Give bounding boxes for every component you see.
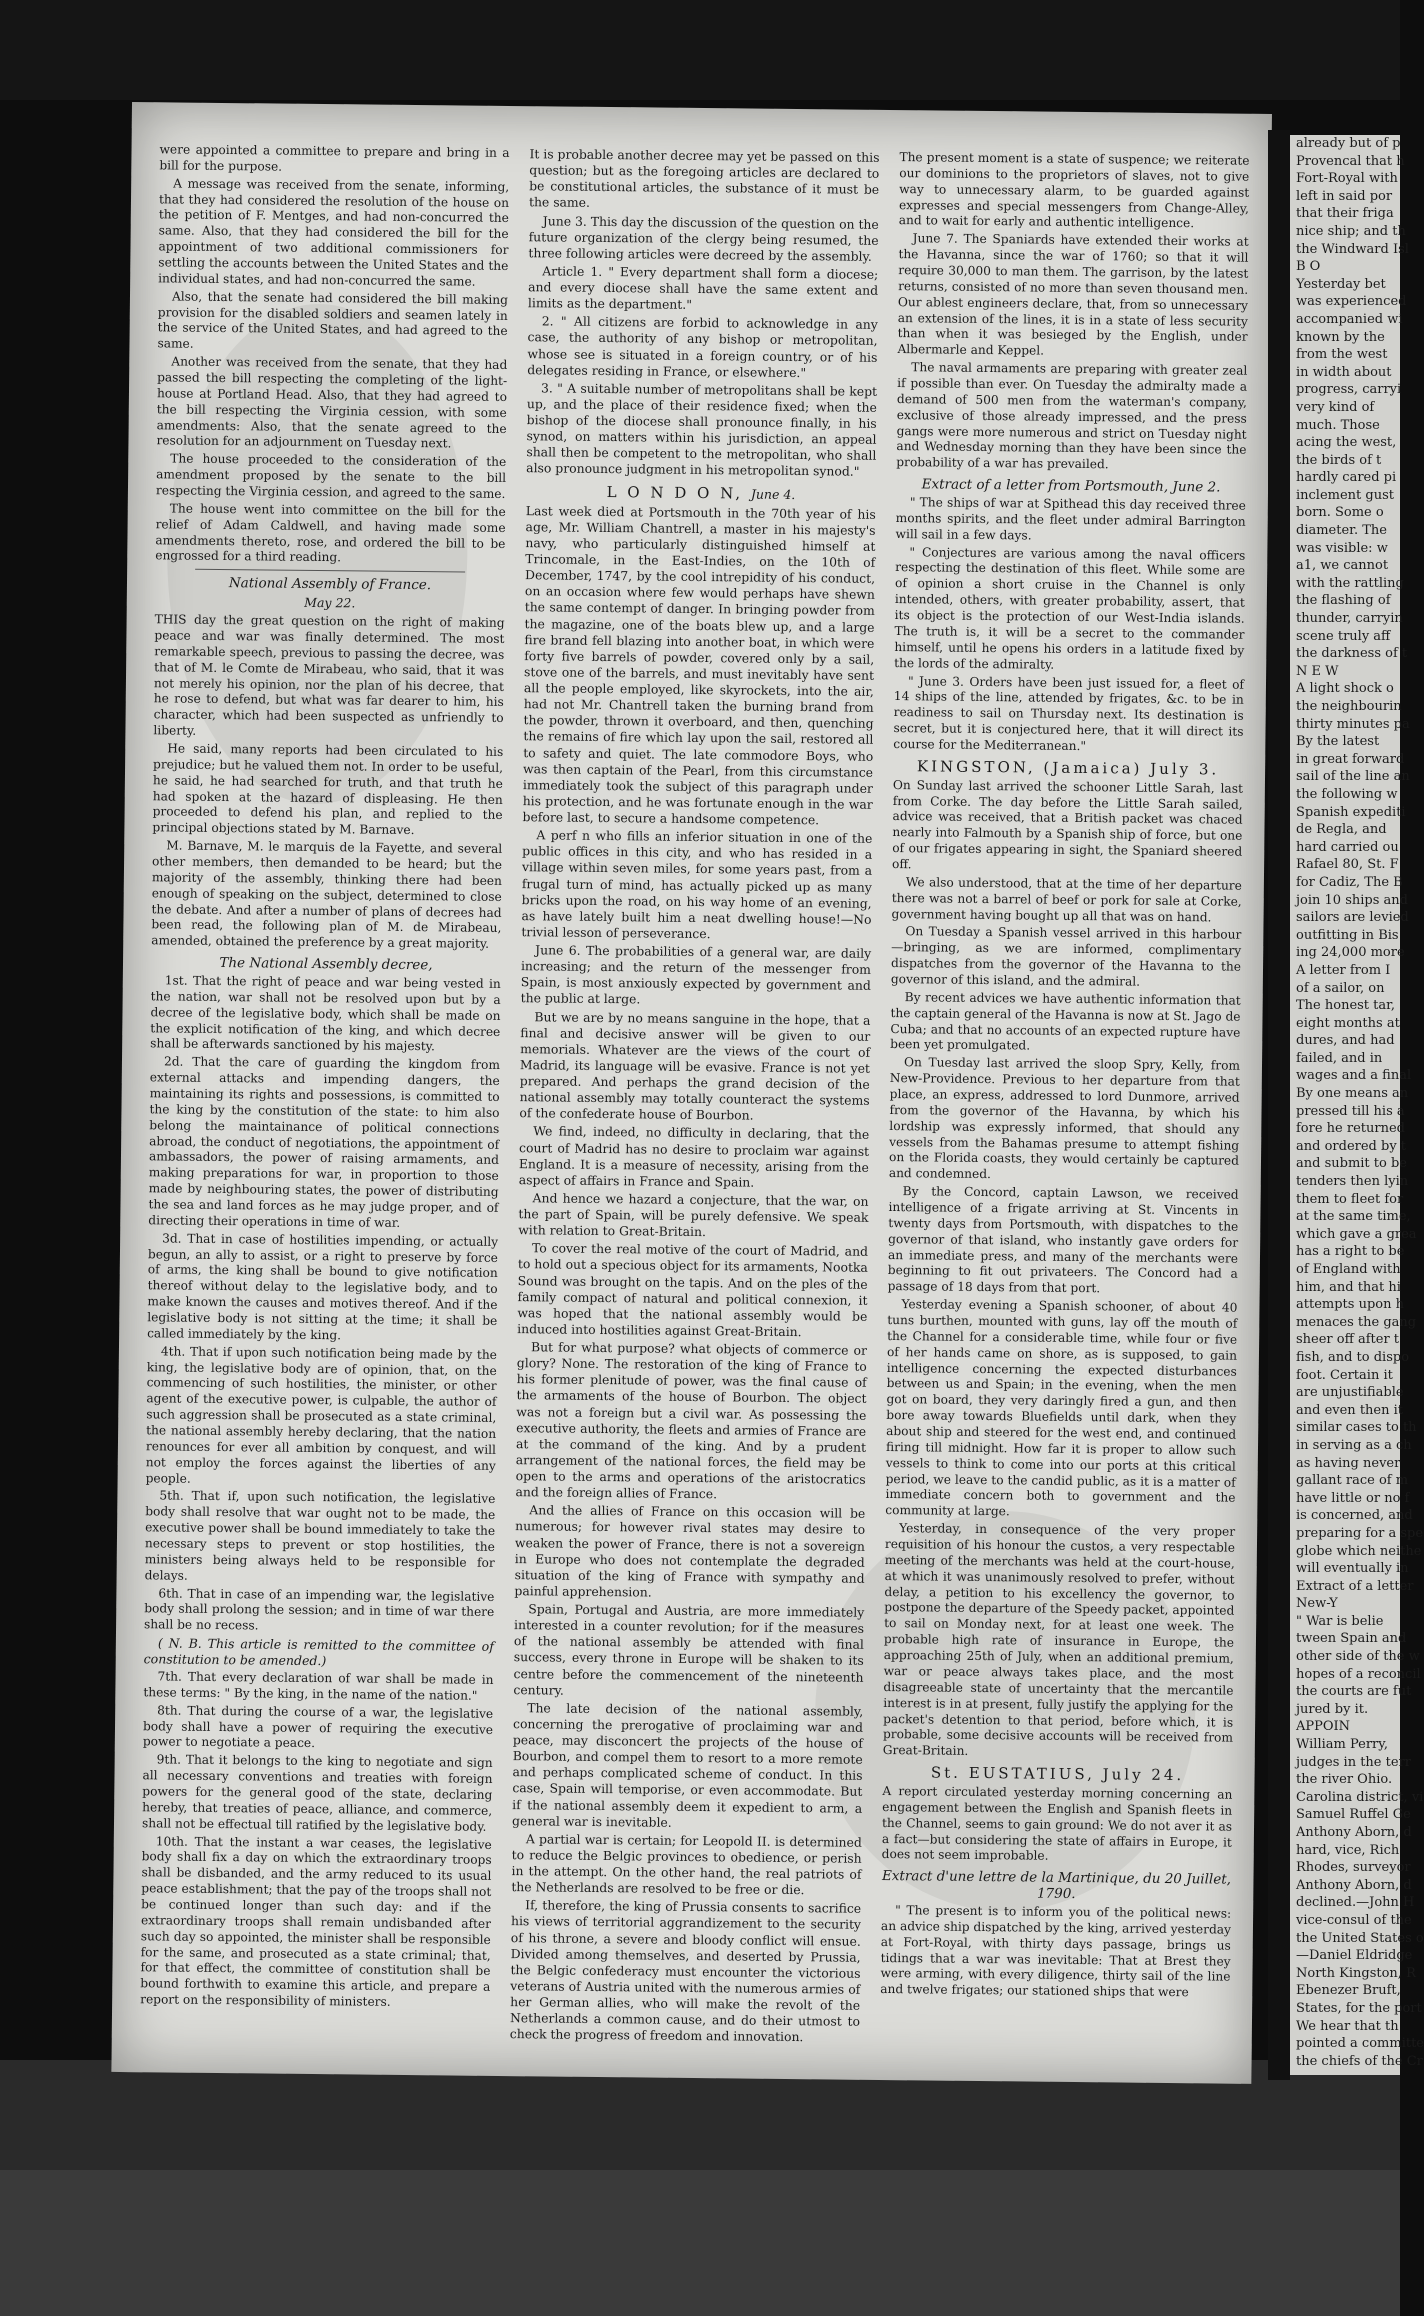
section-date: June 4.	[750, 486, 796, 502]
fragment-line: A light shock o	[1296, 681, 1394, 697]
fragment-line: By the latest	[1296, 734, 1380, 750]
fragment-line: sailors are levied	[1296, 910, 1409, 926]
article: 10th. That the instant a war ceases, the legislative body shall fix a day on which the extraordinary troops shall be disbanded, and the army reduced to its usual peace establishment; that the pay of the troops shall not be continued longer than such day: and if the extraordinary troops shall remain undisbanded after such day so appointed, the minister shall be responsible for the same, and prosecuted as a state criminal; that, for that effect, the committee of constitution shall be bound forthwith to examine this article, and prepare a report on the responsibility of ministers.	[140, 1833, 492, 2009]
paragraph: By recent advices we have authentic information that the captain general of the Havanna is now at St. Jago de Cuba; and that no accounts of an expected rupture have been yet promulgated.	[890, 989, 1241, 1053]
fragment-line: pointed a committe	[1296, 2036, 1424, 2052]
fragment-line: him, and that hi	[1296, 1279, 1401, 1295]
fragment-line: dures, and had	[1296, 1033, 1395, 1049]
paragraph: The late decision of the national assembly, concerning the prerogative of proclaiming war and peace, may disconcert the projects of the house of Bourbon, and compel them to resort to a more remote and perhaps complicated scheme of conduct. In this case, Spain will temporise, or even accommodate. But if the national assembly deem it expedient to arm, a general war is inevitable.	[511, 1700, 864, 1830]
fragment-line: was experienced	[1296, 294, 1407, 310]
fragment-line: Ebenezer Bruft,	[1296, 1983, 1401, 1999]
fragment-line: much. Those	[1296, 417, 1380, 433]
fragment-line: failed, and in	[1296, 1050, 1383, 1066]
paragraph: Last week died at Portsmouth in the 70th year of his age, Mr. William Chantrell, a master in his majesty's navy, who particularly distinguished himself at Trincomale, in the East-Indies, on the 10th of December, 1747, by the cool intrepidity of his conduct, on an occasion where few would perhaps have shewn the same contempt of danger. In bringing powder from the magazine, one of the boats blew up, and a large fire brand fell blazing into another boat, in which were forty five barrels of powder, covered only by a sail, stove one of the barrels, and must inevitably have sent all the people employed, like skyrockets, into the air, had not Mr. Chantrell taken the burning brand from the powder, thrown it overboard, and then, quenching the remains of fire which lay upon the sail, restored all to safety and quiet. The late commodore Boys, who was then captain of the Pearl, from this circumstance immediately took the subject of this paragraph under his protection, and he was fortunate enough in the war before last, to secure a handsome competence.	[522, 502, 876, 828]
section-heading-london	[526, 483, 876, 504]
fragment-line: nice ship; and th	[1296, 223, 1406, 239]
paragraph: The present moment is a state of suspence; we reiterate our dominions to the proprietors of slaves, not to give way to unnecessary alarm, to be guarded against expresses and special messengers from Change-Alley, and to wait for early and authentic intelligence.	[898, 150, 1250, 231]
extract-heading: Extract of a letter from Portsmouth, June 2.	[921, 476, 1221, 496]
column-3	[880, 150, 1249, 2004]
editor-note: ( N. B. This article is remitted to the committee of constitution to be amended.)	[143, 1635, 494, 1669]
fragment-line: sail of the line an	[1296, 769, 1410, 785]
fragment-line: ing 24,000 more	[1296, 945, 1405, 961]
fragment-line: has a right to be	[1296, 1244, 1405, 1260]
section-heading: National Assembly of France.	[228, 575, 432, 594]
fragment-line: pressed till his a	[1296, 1103, 1405, 1119]
article: 2d. That the care of guarding the kingdom from external attacks and impending dangers, the maintaining its rights and possessions, is committed to the king by the constitution of the state: to him also belong the maintainance of political connections abroad, the conduct of negotiations, the appointment of ambassadors, the power of raising armaments, and making preparations for war, in proportion to those made by neighbouring states, the power of distributing the sea and land forces as he may judge proper, and of directing their operations in time of war.	[148, 1054, 501, 1230]
fragment-line: the flashing of	[1296, 593, 1391, 609]
fragment-line: the darkness of t	[1296, 646, 1408, 662]
fragment-line: in width about	[1296, 364, 1392, 380]
fragment-line: very kind of	[1296, 399, 1375, 415]
fragment-line: judges in the terr	[1296, 1754, 1411, 1770]
adjacent-page-text	[1290, 135, 1424, 2070]
fragment-line: B O	[1296, 259, 1321, 275]
fragment-line: are unjustifiable	[1296, 1385, 1404, 1401]
fragment-line: the United States o	[1296, 1930, 1424, 1946]
fragment-line: eight months at	[1296, 1015, 1400, 1031]
fragment-line: and even then it	[1296, 1402, 1403, 1418]
fragment-line: N E W	[1296, 663, 1339, 679]
fragment-line: as having never	[1296, 1455, 1401, 1471]
paragraph: It is probable another decree may yet be passed on this question; but as the foregoing articles are declared to be constitutional articles, the substance of it must be the same.	[528, 146, 880, 211]
decree-heading: The National Assembly decree,	[219, 955, 433, 974]
fragment-line: in serving as a ch	[1296, 1437, 1412, 1453]
fragment-line: the Windward Isl	[1296, 241, 1409, 257]
fragment-line: attempts upon h	[1296, 1297, 1404, 1313]
extract-heading: Extract d'une lettre de la Martinique, du 20 Juillet, 1790.	[881, 1868, 1232, 1903]
paragraph: A partial war is certain; for Leopold II. is determined to reduce the Belgic provinces to obedience, or perish in the attempt. On the other hand, the real patriots of the Netherlands are resolved to be free or die.	[511, 1831, 862, 1898]
fragment-line: in great forward	[1296, 751, 1405, 767]
paragraph: June 6. The probabilities of a general war, are daily increasing; and the return of the messenger from Spain, is most anxiously expected by government and the public at large.	[520, 942, 872, 1007]
paragraph: On Tuesday a Spanish vessel arrived in this harbour —bringing, as we are informed, complimentary dispatches from the governor of the Havanna to the governor of this island, and the admiral.	[890, 924, 1242, 989]
fragment-line: Extract of a letter	[1296, 1578, 1414, 1594]
fragment-line: Fort-Royal with	[1296, 171, 1398, 187]
adjacent-page-fragment	[1290, 135, 1424, 2075]
paragraph: Another was received from the senate, that they had passed the bill respecting the completing of the light-house at Portland Head. Also, that they had agreed to the bill respecting the Virginia cession, with some amendments: Also, that the senate agreed to the resolution for an adjournment on Tuesday next.	[156, 354, 508, 451]
fragment-line: tenders then lyin	[1296, 1174, 1409, 1190]
paragraph: Article 1. " Every department shall form a diocese; and every diocese shall have the same extent and limits as the department."	[527, 263, 879, 313]
fragment-line: for Cadiz, The B	[1296, 874, 1403, 890]
paragraph: June 3. This day the discussion of the question on the future organization of the clergy being resumed, the three following articles were decreed by the assembly.	[528, 212, 879, 264]
article: 7th. That every declaration of war shall be made in these terms: " By the king, in the name of the nation."	[143, 1669, 494, 1703]
fragment-line: the courts are fut	[1296, 1684, 1412, 1700]
fragment-line: scene truly aff	[1296, 628, 1391, 644]
fragment-line: Rhodes, surveyor	[1296, 1860, 1411, 1876]
article: 6th. That in case of an impending war, the legislative body shall prolong the session; and in time of war there shall be no recess.	[144, 1586, 495, 1633]
paragraph: 2. " All citizens are forbid to acknowledge in any case, the authority of any bishop or metropolitan, whose see is situated in a foreign country, or of his delegates residing in France, or elsewhere."	[527, 313, 878, 380]
paragraph: Spain, Portugal and Austria, are more immediately interested in a counter revolution; for if the measures of the national assembly be attended with final success, every throne in Europe will be shaken to its centre before the commencement of the nineteenth century.	[513, 1601, 865, 1698]
fragment-line: North Kingston, R	[1296, 1965, 1416, 1981]
fragment-line: which gave a grea	[1296, 1226, 1417, 1242]
fragment-line: the neighbourin	[1296, 699, 1402, 714]
column-2	[510, 146, 880, 2048]
fragment-line: thunder, carryin	[1296, 611, 1403, 627]
film-bottom-edge	[0, 2170, 1400, 2316]
fragment-line: at the same time,	[1296, 1209, 1411, 1225]
fragment-line: and ordered by t	[1296, 1138, 1407, 1154]
fragment-line: de Regla, and	[1296, 822, 1387, 838]
fragment-line: is concerned, and	[1296, 1508, 1413, 1524]
fragment-line: The honest tar,	[1296, 998, 1396, 1014]
fragment-line: and submit to be	[1296, 1156, 1407, 1172]
fragment-line: diameter. The	[1296, 523, 1387, 539]
fragment-line: gallant race of m	[1296, 1473, 1409, 1489]
section-heading-eustatius: St. EUSTATIUS, July 24.	[930, 1763, 1185, 1785]
fragment-line: Carolina district, vi	[1296, 1789, 1424, 1805]
article: 1st. That the right of peace and war being vested in the nation, war shall not be resolved upon but by a decree of the legislative body, which shall be made on the explicit notification of the king, and which decree shall be afterwards sanctioned by his majesty.	[150, 973, 501, 1054]
fragment-line: accompanied wi	[1296, 311, 1403, 327]
paragraph: June 7. The Spaniards have extended their works at the Havanna, since the war of 1760; so that it will require 30,000 to man them. The garrison, by the latest returns, consisted of no more than seven thousand men. Our ablest engineers declare, that, from so unnecessary an extension of the lines, it is in a state of less security than when it was besieged by the English, under Albermarle and Keppel.	[897, 231, 1249, 358]
fragment-line: left in said por	[1296, 188, 1393, 204]
paragraph: But for what purpose? what objects of commerce or glory? None. The restoration of the king of France to his former plenitude of power, was the final cause of the armaments of the house of Bourbon. The object was not a foreign but a civil war. As possessing the executive authority, the fleets and armies of France are at the command of the king. And by a prudent arrangement of the national forces, the field may be open to the arms and operations of the aristocratics and the foreign allies of France.	[515, 1339, 868, 1502]
fragment-line: Yesterday bet	[1296, 276, 1386, 292]
paragraph: The house went into committee on the bill for the relief of Adam Caldwell, and having made some amendments thereto, rose, and ordered the bill to be engrossed for a third reading.	[155, 501, 506, 565]
fragment-line: thirty minutes pa	[1296, 716, 1410, 732]
paragraph: " The present is to inform you of the political news: an advice ship dispatched by the king, arrived yesterday at Fort-Royal, with thirty days passage, brings us tidings that a war was inevitable: That at Brest they were arming, with every diligence, thirty sail of the line and twelve frigates; our stationed ships that were	[880, 1903, 1232, 2000]
fragment-line: fish, and to dispo	[1296, 1349, 1410, 1365]
fragment-line: similar cases to th	[1296, 1420, 1417, 1436]
fragment-line: wages and a final	[1296, 1068, 1412, 1084]
fragment-line: foot. Certain it	[1296, 1367, 1393, 1383]
article: 8th. That during the course of a war, the legislative body shall have a power of requiring the executive power to negotiate a peace.	[142, 1703, 494, 1751]
paragraph: Yesterday evening a Spanish schooner, of about 40 tuns burthen, mounted with guns, lay off the mouth of the Channel for a considerable time, while four or five of her hands came on shore, as is supposed, to gain intelligence concerning the expected disturbances between us and Spain; in the evening, when the men got on board, they very daringly fired a gun, and then bore away towards Bluefields until dark, when they about ship and steered for the west end, and continued firing till midnight. How far it is proper to allow such vessels to think to come into our ports at this critical period, we leave to the candid public, as it is a matter of immediate concern both to government and the community at large.	[885, 1297, 1238, 1519]
fragment-line: jured by it.	[1296, 1701, 1369, 1717]
fragment-line: with the rattling	[1296, 575, 1404, 591]
fragment-line: " War is belie	[1296, 1613, 1384, 1629]
paragraph: And the allies of France on this occasion will be numerous; for however rival states may desire to weaken the power of France, there is not a sovereign in Europe who does not contemplate the degraded situation of the king of France with sympathy and painful apprehension.	[514, 1502, 866, 1600]
fragment-line: Provencal that h	[1296, 153, 1405, 169]
section-date: May 22.	[304, 595, 356, 611]
fragment-line: States, for the port	[1296, 2000, 1422, 2016]
article: 9th. That it belongs to the king to negotiate and sign all necessary conventions and treaties with foreign powers for the general good of the state, declaring hereby, that treaties of peace, alliance, and commerce, shall not be effectual till ratified by the legislative body.	[141, 1752, 493, 1834]
fragment-line: fore he returned	[1296, 1121, 1405, 1137]
fragment-line: preparing for a spe	[1296, 1525, 1424, 1541]
article: 3d. That in case of hostilities impending, or actually begun, an ally to assist, or a right to preserve by force of arms, the king shall be bound to give notification thereof without delay to the legislative body, and to make known the causes and motives thereof. And if the legislative body is not sitting at the time; it shall be called immediately by the king.	[147, 1231, 499, 1343]
paragraph: And hence we hazard a conjecture, that the war, on the part of Spain, will be purely defensive. We speak with relation to Great-Britain.	[518, 1190, 869, 1240]
paragraph: " Conjectures are various among the naval officers respecting the destination of this fleet. While some are of opinion a short cruise in the Channel is only intended, others, with greater probability, assert, that its object is the protection of our West-India islands. The truth is, it will be a secret to the commander himself, until he opens his orders in a latitude fixed by the lords of the admiralty.	[894, 544, 1246, 672]
paragraph: A message was received from the senate, informing, that they had considered the resolution of the house on the petition of F. Mentges, and had non-concurred the same. Also, that they had considered the bill for the appointment of two additional commissioners for settling the accounts between the United States and the individual states, and had non-concurred the same.	[158, 176, 510, 289]
fragment-line: By one means an	[1296, 1086, 1409, 1102]
fragment-line: hard, vice, Rich	[1296, 1842, 1400, 1858]
fragment-line: menaces the gang	[1296, 1314, 1417, 1330]
fragment-line: hard carried ou	[1296, 839, 1399, 855]
paragraph: He said, many reports had been circulated to his prejudice; but he valued them not. In order to be useful, he said, he had searched for truth, and that truth he had spoken at the hazard of displeasing. He then proceeded to defend his plan, and replied to the principal objections stated by M. Barnave.	[152, 741, 504, 838]
article: 5th. That if, upon such notification, the legislative body shall resolve that war ought not to be made, the executive power shall be bound immediately to take the necessary steps to prevent or stop hostilities, the ministers being always held to be responsible for delays.	[144, 1488, 496, 1583]
fragment-line: other side of the w	[1296, 1649, 1420, 1665]
paragraph: The house proceeded to the consideration of the amendment proposed by the senate to the bill respecting the Virginia cession, and agreed to the same.	[155, 451, 507, 502]
fragment-line: acing the west,	[1296, 435, 1397, 451]
paragraph: were appointed a committee to prepare and bring in a bill for the purpose.	[159, 142, 510, 174]
fragment-line: join 10 ships and	[1296, 892, 1408, 908]
page-gutter	[1268, 130, 1290, 2080]
paragraph: On Tuesday last arrived the sloop Spry, Kelly, from New-Providence. Previous to her departure from that place, an express, addressed to lord Dunmore, arrived from the governor of the Havanna, by which his lordship was expressly informed, that should any vessels from the Bahamas presume to attempt fishing on the Florida coasts, they would certainly be captured and condemned.	[888, 1055, 1241, 1182]
fragment-line: already but of p	[1296, 136, 1401, 151]
article: 4th. That if upon such notification being made by the king, the legislative body are of opinion, that, on the commencing of such hostilities, the minister, or other agent of the executive power, is culpable, the author of such aggression shall be prosecuted as a state criminal, the national assembly hereby declaring, that the nation renounces for ever all ambition by conquest, and will not employ the forces against the liberties of any people.	[145, 1344, 498, 1486]
fragment-line: outfitting in Bis	[1296, 927, 1399, 943]
paragraph: Yesterday, in consequence of the very proper requisition of his honour the custos, a very respectable meeting of the merchants was held at the court-house, at which it was unanimously resolved to prefer, without delay, a petition to his excellency the governor, to postpone the departure of the Speedy packet, appointed to sail on Monday next, for at least one week. The probable high rate of insurance in Europe, the approaching 25th of July, when an additional premium, war or peace always takes place, and the most disagreeable state of uncertainty that the mercantile interest is in at present, fully justify the applying for the packet's detention to that period, before which, it is probable, some decisive accounts will be received from Great-Britain.	[882, 1521, 1236, 1759]
fragment-line: New-Y	[1296, 1596, 1338, 1612]
film-top-margin	[0, 0, 1400, 100]
fragment-line: sheer off after t	[1296, 1332, 1400, 1348]
fragment-line: progress, carryi	[1296, 382, 1402, 398]
heading-text: L O N D O N,	[606, 482, 744, 502]
fragment-line: Spanish expediti	[1296, 804, 1406, 820]
fragment-line: have little or no f	[1296, 1490, 1410, 1506]
fragment-line: We hear that th	[1296, 2018, 1399, 2034]
paragraph: We find, indeed, no difficulty in declaring, that the court of Madrid has no desire to proclaim war against England. It is a measure of necessity, arising from the aspect of affairs in France and Spain.	[518, 1123, 870, 1190]
fragment-line: that their friga	[1296, 206, 1394, 222]
paragraph: 3. " A suitable number of metropolitans shall be kept up, and the place of their residence fixed; when the bishop of the diocese shall pronounce finally, in his synod, on matters within his jurisdiction, an appeal shall then be competent to the metropolitan, who shall also pronounce judgment in his metropolitan synod."	[526, 380, 878, 480]
fragment-line: vice-consul of the	[1296, 1912, 1412, 1928]
fragment-line: them to fleet for	[1296, 1191, 1404, 1207]
fragment-line: Anthony Aborn, d	[1296, 1825, 1412, 1840]
fragment-line: from the west	[1296, 347, 1388, 363]
paragraph: A perf n who fills an inferior situation in one of the public offices in this city, and who has resided in a village within seven miles, for some years past, from a frugal turn of mind, has actually picked up as many bricks upon the road, on his way home of an evening, as have lately built him a neat dwelling house!—No trivial lesson of perseverance.	[521, 827, 873, 942]
paragraph: A report circulated yesterday morning concerning an engagement between the English and Spanish fleets in the Channel, seems to gain ground: We do not aver it as a fact—but considering the state of affairs in Europe, it does not seem improbable.	[881, 1783, 1233, 1864]
fragment-line: declined.—John H	[1296, 1895, 1415, 1911]
paragraph: THIS day the great question on the right of making peace and war was finally determined. The most remarkable speech, previous to passing the decree, was that of M. le Comte de Mirabeau, who said, that it was not merely his opinion, nor the plan of his decree, that he rose to defend, but what was far dearer to him, his character, which had been suspected as unfriendly to liberty.	[153, 612, 505, 738]
paragraph: " The ships of war at Spithead this day received three months spirits, and the fleet under admiral Barrington will sail in a few days.	[895, 495, 1246, 543]
fragment-line: tween Spain and	[1296, 1631, 1407, 1647]
fragment-line: known by the	[1296, 329, 1385, 345]
paragraph: Also, that the senate had considered the bill making provision for the disabled soldiers and seamen lately in the service of the United States, and had agreed to the same.	[157, 289, 509, 352]
fragment-line: inclement gust	[1296, 487, 1395, 503]
col1-intro	[155, 142, 509, 568]
fragment-line: was visible: w	[1296, 540, 1388, 556]
paragraph: We also understood, that at the time of her departure there was not a barrel of beef or pork for sale at Corke, government having bought up all that was on hand.	[891, 874, 1242, 924]
fragment-line: APPOIN	[1296, 1719, 1351, 1735]
paragraph: If, therefore, the king of Prussia consents to sacrifice his views of territorial aggrandizement to the security of his throne, a severe and bloody conflict will ensue. Divided among themselves, and deserted by Prussia, the Belgic confederacy must encounter the victorious veterans of Austria united with the numerous armies of her German allies, who will make the revolt of the Netherlands a common cause, and do their utmost to check the progress of freedom and innovation.	[509, 1897, 862, 2045]
paragraph: But we are by no means sanguine in the hope, that a final and decisive answer will be given to our memorials. Whatever are the views of the court of Madrid, its language will be evasive. France is not yet prepared. And perhaps the grand decision of the national assembly may totally counteract the systems of the confederate house of Bourbon.	[519, 1008, 871, 1123]
fragment-line: the following w	[1296, 786, 1398, 802]
paragraph: To cover the real motive of the court of Madrid, and to hold out a specious object for its armaments, Nootka Sound was brought on the tapis. And on the ples of the family compact of natural and political connexion, it was hoped that the national assembly would be induced into hostilities against Great-Britain.	[517, 1240, 869, 1339]
divider	[195, 569, 465, 573]
fragment-line: William Perry,	[1296, 1737, 1389, 1753]
paragraph: By the Concord, captain Lawson, we received intelligence of a frigate arriving at St. Vincents in twenty days from Portsmouth, with dispatches to the governor of that island, who instantly gave orders for an immediate press, and many of the merchants were beginning to fit out privateers. The Concord had a passage of 18 days from that port.	[887, 1184, 1239, 1296]
newspaper-page	[111, 102, 1272, 2084]
section-heading-kingston: KINGSTON, (Jamaica) July 3.	[916, 757, 1220, 779]
fragment-line: the river Ohio.	[1296, 1772, 1393, 1788]
fragment-line: A letter from I	[1296, 962, 1391, 978]
fragment-line: hopes of a reconcil	[1296, 1666, 1421, 1682]
fragment-line: Anthony Aborn, d	[1296, 1877, 1412, 1893]
paragraph: The naval armaments are preparing with greater zeal if possible than ever. On Tuesday the admiralty made a demand of 500 men from the waterman's company, exclusive of those already impressed, and the press gangs were more numerous and strict on Tuesday night and Wednesday morning than they have been since the probability of a war has prevailed.	[896, 360, 1248, 472]
fragment-line: globe which neithe	[1296, 1543, 1422, 1559]
fragment-line: —Daniel Eldridge	[1296, 1948, 1413, 1964]
paragraph: " June 3. Orders have been just issued for, a fleet of 14 ships of the line, attended by frigates, &c. to be in readiness to sail on Thursday next. Its destination is secret, but it is conjectured here, that it will direct its course for the Mediterranean."	[893, 673, 1245, 753]
column-1	[140, 142, 510, 2014]
paragraph: M. Barnave, M. le marquis de la Fayette, and several other members, then demanded to be heard; but the majority of the assembly, thinking there had been enough of speaking on the subject, determined to close the debate. And after a number of plans of decrees had been read, the following plan of M. de Mirabeau, amended, obtained the preference by a great majority.	[151, 838, 503, 952]
fragment-line: of a sailor, on	[1296, 980, 1385, 996]
fragment-line: a1, we cannot	[1296, 558, 1389, 574]
fragment-line: the birds of t	[1296, 452, 1382, 468]
paragraph: On Sunday last arrived the schooner Little Sarah, last from Corke. The day before the Little Sarah sailed, advice was received, that a British packet was chaced nearly into Falmouth by a Spanish ship of force, but one of our frigates appearing in sight, the Spaniard sheered off.	[892, 777, 1243, 872]
fragment-line: will eventually in	[1296, 1561, 1409, 1577]
fragment-line: of England with	[1296, 1262, 1401, 1277]
fragment-line: Samuel Ruffel Ge	[1296, 1807, 1411, 1823]
fragment-line: the chiefs of the Cr	[1296, 2053, 1423, 2069]
fragment-line: born. Some o	[1296, 505, 1384, 521]
fragment-line: Rafael 80, St. F	[1296, 857, 1399, 873]
fragment-line: hardly cared pi	[1296, 470, 1397, 486]
